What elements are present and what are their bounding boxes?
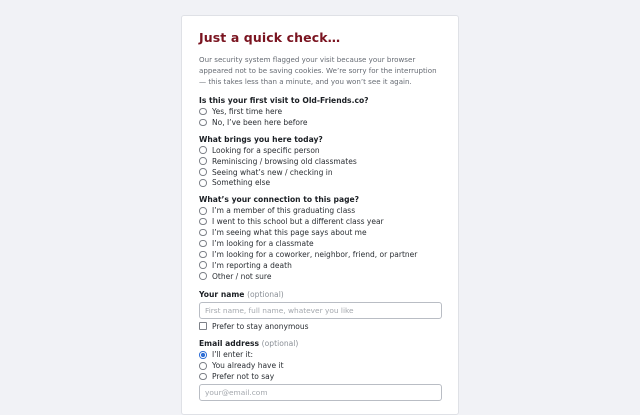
option-about-me[interactable] bbox=[199, 227, 441, 238]
optional-hint: (optional) bbox=[247, 289, 284, 299]
option-label: Reminiscing / browsing old classmates bbox=[212, 156, 357, 166]
option-reminiscing[interactable] bbox=[199, 156, 441, 167]
question-label: Is this your first visit to Old-Friends.co? bbox=[199, 96, 369, 105]
radio-button[interactable] bbox=[199, 229, 207, 237]
option-label: Prefer not to say bbox=[212, 372, 275, 382]
email-label bbox=[199, 339, 441, 349]
option-enter-email[interactable] bbox=[199, 349, 441, 360]
option-looking-other[interactable] bbox=[199, 249, 441, 260]
optional-hint: (optional) bbox=[261, 339, 299, 349]
question-first-visit bbox=[199, 96, 441, 128]
name-label-text: Your name bbox=[199, 289, 245, 299]
option-checking-in[interactable] bbox=[199, 167, 441, 178]
intro-text: Our security system flagged your visit because your browser appeared not to be saving cookies. We’re sorry for the interruption — this takes less than a minute, and you won’t see it again. bbox=[199, 55, 437, 86]
page-title: Just a quick check… bbox=[199, 30, 341, 45]
question-label: What’s your connection to this page? bbox=[199, 195, 360, 205]
radio-button[interactable] bbox=[199, 179, 207, 187]
radio-button[interactable] bbox=[199, 119, 207, 127]
radio-button[interactable] bbox=[199, 108, 207, 116]
email-input[interactable]: your@email.com bbox=[199, 384, 442, 401]
option-label: Other / not sure bbox=[212, 271, 272, 281]
radio-button[interactable] bbox=[199, 218, 207, 226]
option-different-year[interactable] bbox=[199, 216, 441, 227]
radio-button[interactable] bbox=[199, 240, 207, 248]
option-label: I’ll enter it: bbox=[212, 350, 254, 360]
option-label: I’m seeing what this page says about me bbox=[212, 228, 367, 238]
email-section bbox=[199, 339, 441, 401]
option-other[interactable] bbox=[199, 271, 441, 282]
option-label: Prefer to stay anonymous bbox=[212, 321, 309, 331]
option-label: I’m reporting a death bbox=[212, 260, 292, 270]
anonymous-checkbox[interactable] bbox=[199, 322, 207, 330]
option-label: Yes, first time here bbox=[212, 106, 283, 116]
option-label: I’m a member of this graduating class bbox=[212, 206, 356, 216]
option-label: You already have it bbox=[212, 361, 284, 371]
question-connection bbox=[199, 195, 441, 281]
radio-button[interactable] bbox=[199, 157, 207, 165]
name-input[interactable]: First name, full name, whatever you like bbox=[199, 302, 442, 319]
anonymous-option[interactable] bbox=[199, 321, 441, 332]
radio-button[interactable] bbox=[199, 146, 207, 154]
option-reporting-death[interactable] bbox=[199, 260, 441, 271]
option-label: Looking for a specific person bbox=[212, 145, 320, 155]
question-label: What brings you here today? bbox=[199, 134, 323, 144]
option-label: Something else bbox=[212, 178, 271, 188]
radio-button[interactable] bbox=[199, 251, 207, 259]
radio-button[interactable] bbox=[199, 362, 207, 370]
option-label: Seeing what’s new / checking in bbox=[212, 167, 333, 177]
radio-button[interactable] bbox=[199, 207, 207, 215]
option-label: I’m looking for a coworker, neighbor, friend, or partner bbox=[212, 249, 418, 259]
option-label: I went to this school but a different class year bbox=[212, 217, 384, 227]
option-first-time[interactable] bbox=[199, 106, 441, 117]
option-class-member[interactable] bbox=[199, 205, 441, 216]
radio-button[interactable] bbox=[199, 261, 207, 269]
option-already-have[interactable] bbox=[199, 360, 441, 371]
radio-button[interactable] bbox=[199, 168, 207, 176]
option-label: I’m looking for a classmate bbox=[212, 238, 314, 248]
option-been-before[interactable] bbox=[199, 117, 441, 128]
name-section bbox=[199, 290, 441, 332]
radio-button[interactable] bbox=[199, 373, 207, 381]
option-specific-person[interactable] bbox=[199, 145, 441, 156]
radio-button-selected[interactable] bbox=[199, 351, 207, 359]
email-label-text: Email address bbox=[199, 339, 260, 349]
option-prefer-not[interactable] bbox=[199, 371, 441, 382]
radio-button[interactable] bbox=[199, 272, 207, 280]
verification-card bbox=[181, 15, 459, 415]
option-something-else[interactable] bbox=[199, 177, 441, 188]
option-label: No, I’ve been here before bbox=[212, 117, 308, 127]
question-purpose bbox=[199, 135, 441, 189]
name-label bbox=[199, 290, 441, 300]
option-looking-classmate[interactable] bbox=[199, 238, 441, 249]
